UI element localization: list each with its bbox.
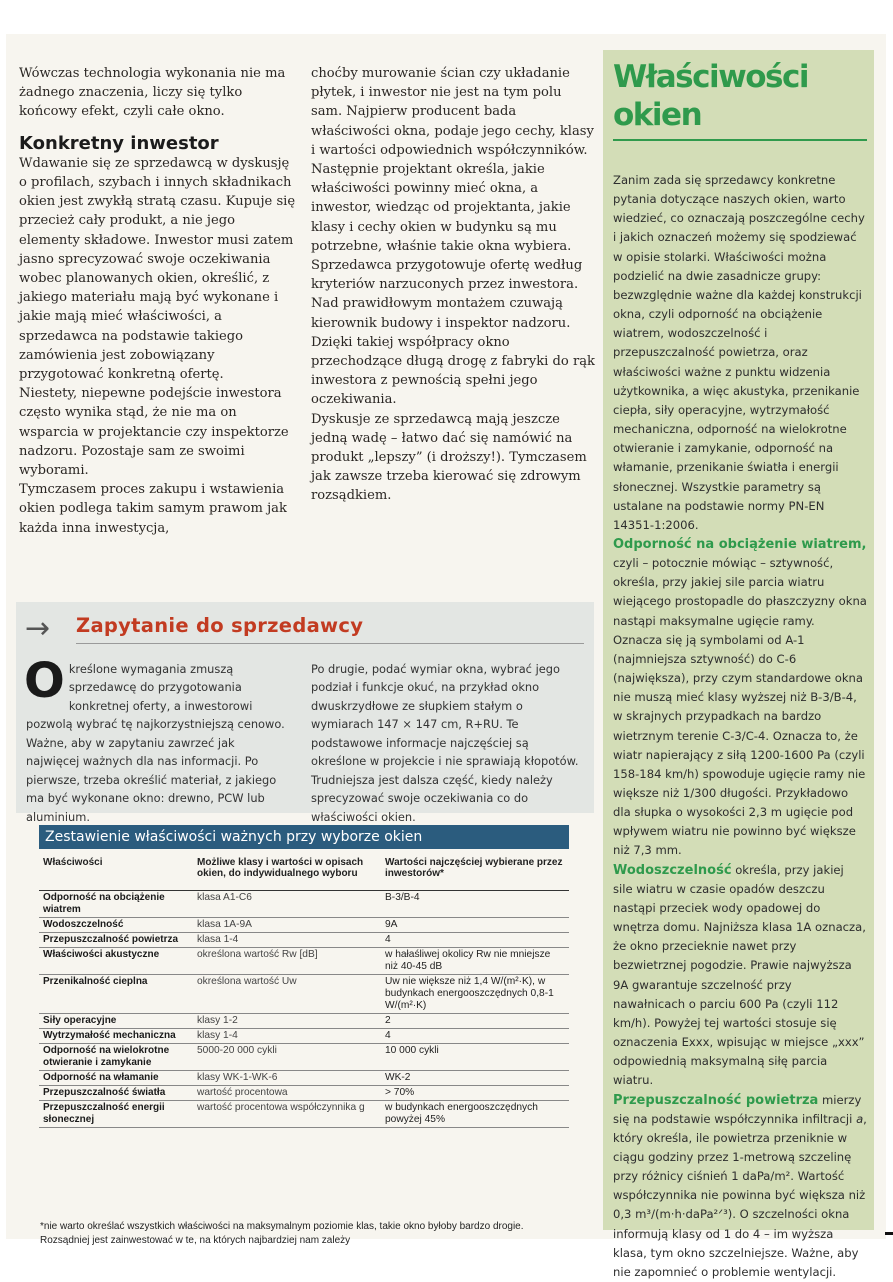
intro-paragraph: Wówczas technologia wykonania nie ma żadnego znaczenia, liczy się tylko końcowy efekt, czyli całe okno. xyxy=(19,64,297,122)
paragraph: Wdawanie się ze sprzedawcą w dyskusję o profilach, szybach i innych składnikach okien jest zwykłą stratą czasu. Kupuje się przecież cały produkt, a nie jego elementy składowe. Inwestor musi zatem jasno sprecyzować swoje oczekiwania wobec planowanych okien, określić, z jakiego materiału mają być wykonane i jakie mają mieć właściwości, a sprzedawca na podstawie takiego zamówienia jest zobowiązany przygotować konkretną ofertę. xyxy=(19,154,297,384)
table-row xyxy=(39,1101,569,1128)
page-edge-mark xyxy=(885,1232,893,1235)
term-wind-resistance: Odporność na obciążenie wiatrem, xyxy=(613,537,867,552)
table-header-row xyxy=(39,852,569,891)
table-cell: klasa 1A-9A xyxy=(193,918,381,933)
table-row xyxy=(39,975,569,1014)
table-cell: 9A xyxy=(381,918,569,933)
inquiry-text: kreślone wymagania zmuszą sprzedawcę do przygotowania konkretnej oferty, a inwestorowi pozwolą wybrać tę najkorzystniejszą cenowo. Ważne, aby w zapytaniu zawrzeć jak najwięcej ważnych dla nas informacji. Po pierwsze, trzeba określić materiał, z jakiego ma być wykonane okno: drewno, PCW lub aluminium. xyxy=(26,662,285,824)
inquiry-paragraph xyxy=(26,660,291,826)
inquiry-column-right xyxy=(311,660,581,826)
arrow-right-icon: → xyxy=(25,614,50,644)
table-cell: Siły operacyjne xyxy=(39,1014,193,1029)
sidebar-title: Właściwości okien xyxy=(613,58,867,141)
table-cell: Odporność na obciążenie wiatrem xyxy=(39,891,193,918)
table-cell: B-3/B-4 xyxy=(381,891,569,918)
table-cell: klasa 1-4 xyxy=(193,933,381,948)
table-cell: określona wartość Rw [dB] xyxy=(193,948,381,975)
table-cell: klasy WK-1-WK-6 xyxy=(193,1071,381,1086)
paragraph: choćby murowanie ścian czy układanie płytek, i inwestor nie jest na tym polu sam. Najpierw producent bada właściwości okna, podaje jego cechy, klasy i wartości odpowiednich współczynników. Następnie projektant określa, jakie właściwości powinny mieć okna, a inwestor, wiedząc od projektanta, jakie klasy i cechy okien w budynku są mu potrzebne, właśnie takie okna wybiera. Sprzedawca przygotowuje ofertę według kryteriów narzuconych przez inwestora. Nad prawidłowym montażem czuwają kierownik budowy i inspektor nadzoru. Dzięki takiej współpracy okno przechodzące długą drogę z fabryki do rąk inwestora z pewnością spełni jego oczekiwania. xyxy=(311,64,596,410)
table-cell: Właściwości akustyczne xyxy=(39,948,193,975)
sidebar-section-air xyxy=(613,1091,867,1282)
table-cell: klasy 1-4 xyxy=(193,1029,381,1044)
term-air-permeability: Przepuszczalność powietrza xyxy=(613,1093,818,1108)
table-cell: 10 000 cykli xyxy=(381,1044,569,1071)
table-cell: klasa A1-C6 xyxy=(193,891,381,918)
table-cell: wartość procentowa xyxy=(193,1086,381,1101)
sidebar-section-wind xyxy=(613,535,867,861)
table-cell: 4 xyxy=(381,933,569,948)
table-row xyxy=(39,918,569,933)
table-row xyxy=(39,891,569,918)
column-header: Wartości najczęściej wybierane przez inwestorów* xyxy=(381,852,569,891)
table-cell: wartość procentowa współczynnika g xyxy=(193,1101,381,1128)
inquiry-box xyxy=(16,602,594,813)
table-cell: w hałaśliwej okolicy Rw nie mniejsze niż 40-45 dB xyxy=(381,948,569,975)
divider xyxy=(76,643,584,644)
table-cell: Przepuszczalność światła xyxy=(39,1086,193,1101)
paragraph: Niestety, niepewne podejście inwestora często wynika stąd, że nie ma on wsparcia w projektancie czy inspektorze nadzoru. Pozostaje sam ze swoimi wyborami. xyxy=(19,384,297,480)
inquiry-title: Zapytanie do sprzedawcy xyxy=(76,614,363,637)
table-cell: Przenikalność cieplna xyxy=(39,975,193,1014)
sidebar-body xyxy=(613,171,867,1282)
term-description: , który określa, ile powietrza przeniknie w ciągu godziny przez 1-metrową szczelinę przy różnicy ciśnień 1 daPa/m². Wartość współczynnika nie powinna być większa niż 0,3 m³/(m·h·daPa²ᐟ³). O szczelności okna informują klasy od 1 do 4 – im wyższa klasa, tym okno szczelniejsze. Ważne, aby nie zapomnieć o problemie wentylacji. xyxy=(613,1112,867,1279)
table-cell: w budynkach energooszczędnych powyżej 45% xyxy=(381,1101,569,1128)
paragraph: Dyskusje ze sprzedawcą mają jeszcze jedną wadę – łatwo dać się namówić na produkt „lepszy” (i droższy!). Tymczasem jak zawsze trzeba kierować się zdrowym rozsądkiem. xyxy=(311,410,596,506)
text-column-left xyxy=(19,64,297,538)
sidebar-intro: Zanim zada się sprzedawcy konkretne pytania dotyczące naszych okien, warto wiedzieć, co oznaczają poszczególne cechy i jakich oznaczeń możemy się spodziewać w opisie stolarki. Właściwości można podzielić na dwie zasadnicze grupy: bezwzględnie ważne dla każdej konstrukcji okna, czyli odporność na obciążenie wiatrem, wodoszczelność i przepuszczalność powietrza, oraz właściwości ważne z punktu widzenia użytkownika, a więc akustyka, przenikanie ciepła, siły operacyjne, wytrzymałość mechaniczna, odporność na wielokrotne otwieranie i zamykanie, odporność na włamanie, przenikanie światła i energii słonecznej. Wszystkie parametry są ustalane na podstawie normy PN-EN 14351-1:2006. xyxy=(613,171,867,535)
table-cell: Uw nie większe niż 1,4 W/(m²·K), w budynkach energooszczędnych 0,8-1 W/(m²·K) xyxy=(381,975,569,1014)
table-row xyxy=(39,1044,569,1071)
table-row xyxy=(39,1029,569,1044)
inquiry-paragraph: Po drugie, podać wymiar okna, wybrać jego podział i funkcje okuć, na przykład okno dwuskrzydłowe ze słupkiem stałym o wymiarach 147 × 147 cm, R+RU. Te podstawowe informacje najczęściej są określone w projekcie i nie sprawiają kłopotów. Trudniejsza jest dalsza część, kiedy należy sprecyzować swoje oczekiwania co do właściwości okien. xyxy=(311,660,581,826)
table-row xyxy=(39,948,569,975)
table-cell: 2 xyxy=(381,1014,569,1029)
table-cell: Odporność na włamanie xyxy=(39,1071,193,1086)
table-cell: WK-2 xyxy=(381,1071,569,1086)
column-header: Właściwości xyxy=(39,852,193,891)
term-description: czyli – potocznie mówiąc – sztywność, określa, przy jakiej sile parcia wiatru wiejącego prostopadle do płaszczyzny okna nastąpi maksymalne ugięcie ramy. Oznacza się ją symbolami od A-1 (najmniejsza sztywność) do C-6 (największa), przy czym standardowe okna nie muszą mieć klasy wyższej niż B-3/B-4, w skrajnych przypadkach na bardzo wietrznym terenie C-3/C-4. Oznacza to, że wiatr napierający z siłą 1200-1600 Pa (czyli 158-184 km/h) spowoduje ugięcie ramy nie większe niż 1/300 długości. Przykładowo dla słupka o wysokości 2,3 m ugięcie pod wpływem wiatru nie powinno być większe niż 7,3 mm. xyxy=(613,556,867,857)
section-heading: Konkretny inwestor xyxy=(19,134,297,153)
table-cell: Odporność na wielokrotne otwieranie i zamykanie xyxy=(39,1044,193,1071)
inquiry-column-left xyxy=(26,660,291,826)
magazine-page xyxy=(6,34,886,1239)
table-cell: klasy 1-2 xyxy=(193,1014,381,1029)
table-cell: Przepuszczalność energii słonecznej xyxy=(39,1101,193,1128)
table-row xyxy=(39,933,569,948)
column-header: Możliwe klasy i wartości w opisach okien, do indywidualnego wyboru xyxy=(193,852,381,891)
term-watertightness: Wodoszczelność xyxy=(613,863,732,878)
table-cell: 5000-20 000 cykli xyxy=(193,1044,381,1071)
table-cell: określona wartość Uw xyxy=(193,975,381,1014)
table-row xyxy=(39,1014,569,1029)
table-title: Zestawienie właściwości ważnych przy wyborze okien xyxy=(39,825,569,849)
table-row xyxy=(39,1086,569,1101)
text-column-middle xyxy=(311,64,596,506)
table-cell: > 70% xyxy=(381,1086,569,1101)
term-description: określa, przy jakiej sile wiatru w czasie opadów deszczu nastąpi przeciek wody opadowej do wnętrza domu. Najniższa klasa 1A oznacza, że okno przecieknie nawet przy bezwietrznej pogodzie. Prawie najwyższa 9A gwarantuje szczelność przy nawałnicach o parciu 600 Pa (czyli 112 km/h). Powyżej tej wartości stosuje się oznaczenia Exxx, wpisując w miejsce „xxx” odpowiednią maksymalną siłę parcia wiatru. xyxy=(613,863,866,1088)
properties-table xyxy=(39,852,569,1128)
infiltration-symbol: a xyxy=(856,1112,863,1126)
table-cell: Wytrzymałość mechaniczna xyxy=(39,1029,193,1044)
table-row xyxy=(39,1071,569,1086)
table-cell: Wodoszczelność xyxy=(39,918,193,933)
table-footnote: *nie warto określać wszystkich właściwości na maksymalnym poziomie klas, takie okno byłoby bardzo drogie. Rozsądniej jest zainwestować w te, na których najbardziej nam zależy xyxy=(40,1220,570,1248)
drop-cap: O xyxy=(24,662,65,700)
paragraph: Tymczasem proces zakupu i wstawienia okien podlega takim samym prawom jak każda inna inwestycja, xyxy=(19,480,297,538)
table-cell: Przepuszczalność powietrza xyxy=(39,933,193,948)
sidebar-box xyxy=(603,50,874,1230)
term-description: mierzy się na podstawie współczynnika infiltracji xyxy=(613,1093,861,1126)
table-cell: 4 xyxy=(381,1029,569,1044)
sidebar-section-water xyxy=(613,861,867,1091)
